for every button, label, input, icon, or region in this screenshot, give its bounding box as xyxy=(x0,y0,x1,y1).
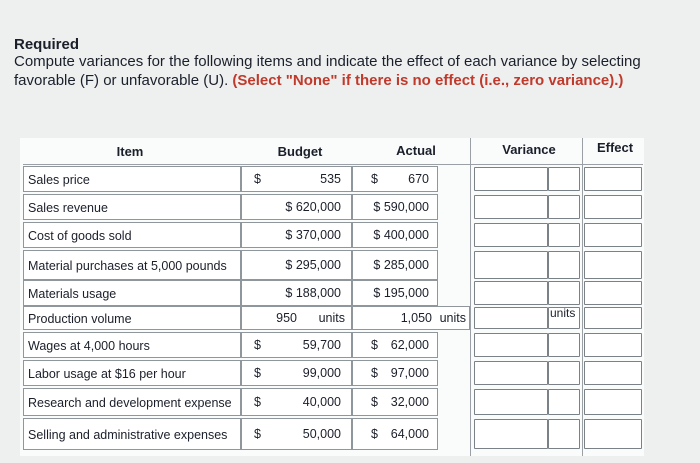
budget-cell xyxy=(241,250,352,280)
actual-value: 97,000 xyxy=(390,366,429,380)
actual-cell xyxy=(352,194,438,220)
table-row xyxy=(23,418,241,450)
variance-input[interactable] xyxy=(474,307,548,329)
budget-value: 535 xyxy=(320,172,341,186)
currency-symbol: $ xyxy=(254,338,261,352)
table-row xyxy=(23,332,241,358)
actual-cell xyxy=(352,306,470,330)
actual-cell xyxy=(352,280,438,306)
budget-value: 40,000 xyxy=(302,395,341,409)
item-label: Selling and administrative expenses xyxy=(28,427,228,442)
variance-aux-input[interactable] xyxy=(548,419,580,449)
variance-input[interactable] xyxy=(474,251,548,279)
variance-table xyxy=(20,138,644,456)
budget-cell xyxy=(241,388,352,416)
budget-value: $ 295,000 xyxy=(285,258,341,272)
instructions xyxy=(14,52,686,90)
currency-symbol: $ xyxy=(254,172,261,186)
effect-select[interactable] xyxy=(584,333,642,357)
actual-cell xyxy=(352,222,438,248)
item-label: Cost of goods sold xyxy=(28,228,132,243)
header-budget: Budget xyxy=(277,144,323,159)
budget-value: 59,700 xyxy=(302,338,341,352)
units-label: units xyxy=(550,306,576,320)
budget-cell xyxy=(241,418,352,450)
actual-cell xyxy=(352,166,438,192)
actual-value: $ 195,000 xyxy=(373,286,429,300)
effect-select[interactable] xyxy=(584,361,642,385)
budget-cell xyxy=(241,222,352,248)
currency-symbol: $ xyxy=(254,427,261,441)
variance-input[interactable] xyxy=(474,361,548,385)
variance-input[interactable] xyxy=(474,419,548,449)
budget-value: 99,000 xyxy=(302,366,341,380)
actual-value: $ 590,000 xyxy=(373,200,429,214)
units-label: units xyxy=(318,311,345,325)
variance-input[interactable] xyxy=(474,281,548,305)
item-label: Labor usage at $16 per hour xyxy=(28,366,186,381)
variance-units-cell xyxy=(548,307,580,329)
item-label: Production volume xyxy=(28,311,132,326)
budget-cell xyxy=(241,306,352,330)
actual-value: 1,050 xyxy=(400,311,432,325)
table-row xyxy=(23,360,241,386)
variance-aux-input[interactable] xyxy=(548,195,580,219)
effect-select[interactable] xyxy=(584,195,642,219)
item-label: Wages at 4,000 hours xyxy=(28,338,150,353)
currency-symbol: $ xyxy=(371,338,378,352)
variance-input[interactable] xyxy=(474,223,548,247)
variance-aux-input[interactable] xyxy=(548,251,580,279)
currency-symbol: $ xyxy=(371,172,378,186)
variance-aux-input[interactable] xyxy=(548,281,580,305)
currency-symbol: $ xyxy=(254,366,261,380)
instructions-note: (Select "None" if there is no effect (i.e., zero variance).) xyxy=(232,72,624,89)
actual-value: 670 xyxy=(408,172,429,186)
heading: Required xyxy=(14,36,80,53)
budget-cell xyxy=(241,194,352,220)
budget-value: 50,000 xyxy=(302,427,341,441)
budget-value: $ 370,000 xyxy=(285,228,341,242)
variance-aux-input[interactable] xyxy=(548,223,580,247)
units-label: units xyxy=(439,311,466,325)
table-row xyxy=(23,166,241,192)
actual-value: 64,000 xyxy=(390,427,429,441)
header-item: Item xyxy=(116,144,144,159)
header-variance: Variance xyxy=(502,142,556,157)
instructions-text: Compute variances for the following items and indicate the effect of each variance by selecting favorable (F) or unfavorable (U). xyxy=(14,53,641,89)
table-row xyxy=(23,306,241,330)
actual-value: 32,000 xyxy=(390,395,429,409)
budget-cell xyxy=(241,166,352,192)
variance-aux-input[interactable] xyxy=(548,361,580,385)
actual-value: 62,000 xyxy=(390,338,429,352)
effect-select[interactable] xyxy=(584,281,642,305)
variance-input[interactable] xyxy=(474,167,548,191)
item-label: Research and development expense xyxy=(28,395,232,410)
item-label: Sales price xyxy=(28,172,90,187)
table-row xyxy=(23,194,241,220)
effect-select[interactable] xyxy=(584,167,642,191)
effect-select[interactable] xyxy=(584,389,642,415)
budget-cell xyxy=(241,332,352,358)
actual-cell xyxy=(352,388,438,416)
column-divider xyxy=(470,138,471,456)
actual-cell xyxy=(352,332,438,358)
column-divider xyxy=(582,138,583,456)
actual-cell xyxy=(352,418,438,450)
variance-input[interactable] xyxy=(474,389,548,415)
currency-symbol: $ xyxy=(254,395,261,409)
variance-aux-input[interactable] xyxy=(548,389,580,415)
effect-select[interactable] xyxy=(584,251,642,279)
actual-value: $ 285,000 xyxy=(373,258,429,272)
table-row xyxy=(23,280,241,306)
variance-aux-input[interactable] xyxy=(548,333,580,357)
table-row xyxy=(23,250,241,280)
effect-select[interactable] xyxy=(584,307,642,329)
effect-select[interactable] xyxy=(584,419,642,449)
table-row xyxy=(23,222,241,248)
budget-value: $ 620,000 xyxy=(285,200,341,214)
actual-value: $ 400,000 xyxy=(373,228,429,242)
currency-symbol: $ xyxy=(371,427,378,441)
item-label: Material purchases at 5,000 pounds xyxy=(28,258,227,273)
currency-symbol: $ xyxy=(371,366,378,380)
variance-input[interactable] xyxy=(474,195,548,219)
table-row xyxy=(23,388,241,416)
budget-value: 950 xyxy=(276,311,297,325)
effect-select[interactable] xyxy=(584,223,642,247)
currency-symbol: $ xyxy=(371,395,378,409)
header-divider xyxy=(23,164,643,165)
actual-cell xyxy=(352,250,438,280)
variance-aux-input[interactable] xyxy=(548,167,580,191)
budget-value: $ 188,000 xyxy=(285,286,341,300)
budget-cell xyxy=(241,360,352,386)
header-effect: Effect xyxy=(596,140,634,155)
header-actual: Actual xyxy=(396,143,436,158)
actual-cell xyxy=(352,360,438,386)
item-label: Materials usage xyxy=(28,286,117,301)
variance-input[interactable] xyxy=(474,333,548,357)
item-label: Sales revenue xyxy=(28,200,108,215)
budget-cell xyxy=(241,280,352,306)
